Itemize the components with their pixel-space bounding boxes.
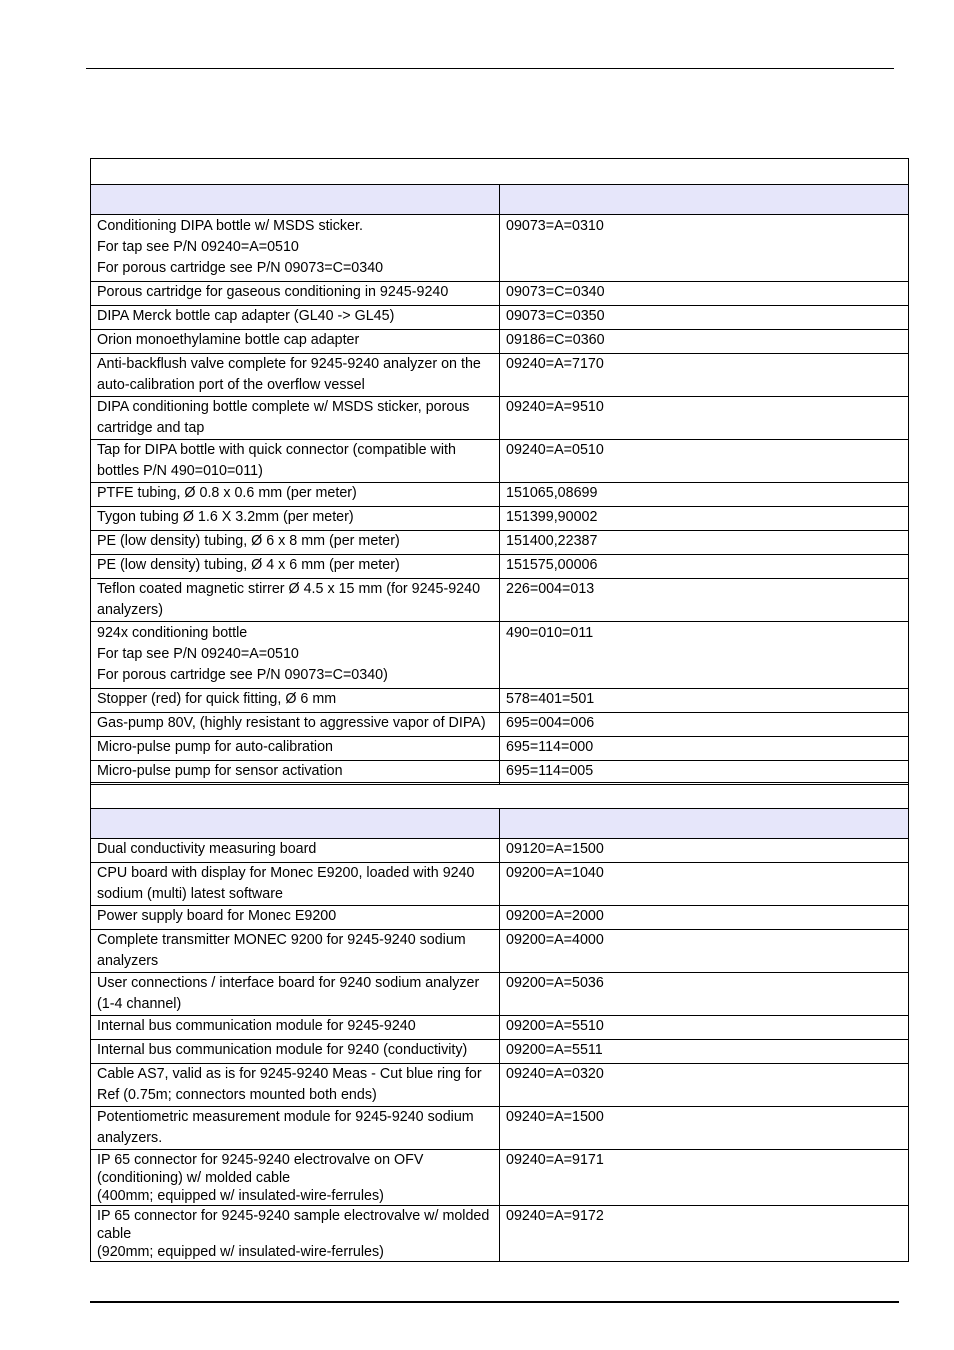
table-row xyxy=(91,215,909,282)
parts-table-1 xyxy=(90,158,909,785)
part-description xyxy=(91,930,500,973)
description-line: Anti-backflush valve complete for 9245-9240 analyzer on the auto-calibration port of the overflow vessel xyxy=(97,356,481,393)
table-row xyxy=(91,306,909,330)
column-header-part-number xyxy=(500,809,909,839)
part-description xyxy=(91,555,500,579)
part-number: 151399,90002 xyxy=(500,507,909,531)
part-description xyxy=(91,906,500,930)
table-row xyxy=(91,761,909,785)
part-number: 695=114=000 xyxy=(500,737,909,761)
part-number: 490=010=011 xyxy=(500,622,909,689)
table-row xyxy=(91,622,909,689)
column-header-part-number xyxy=(500,185,909,215)
part-description xyxy=(91,354,500,397)
description-line: For tap see P/N 09240=A=0510 xyxy=(97,646,299,662)
table-row xyxy=(91,579,909,622)
description-line: Tygon tubing Ø 1.6 X 3.2mm (per meter) xyxy=(97,509,354,525)
table-row xyxy=(91,282,909,306)
description-line: IP 65 connector for 9245-9240 electrovalve on OFV (conditioning) w/ molded cable xyxy=(97,1152,424,1186)
description-line: PE (low density) tubing, Ø 6 x 8 mm (per meter) xyxy=(97,533,400,549)
part-description xyxy=(91,973,500,1016)
part-number: 09240=A=1500 xyxy=(500,1107,909,1150)
table-row xyxy=(91,1064,909,1107)
part-description xyxy=(91,737,500,761)
part-number: 09240=A=0510 xyxy=(500,440,909,483)
table-row xyxy=(91,440,909,483)
table-row xyxy=(91,1150,909,1206)
part-description xyxy=(91,579,500,622)
description-line: Teflon coated magnetic stirrer Ø 4.5 x 15 mm (for 9245-9240 analyzers) xyxy=(97,581,481,618)
part-description xyxy=(91,1040,500,1064)
table-row xyxy=(91,906,909,930)
table-row xyxy=(91,354,909,397)
part-number: 09200=A=4000 xyxy=(500,930,909,973)
description-line: For tap see P/N 09240=A=0510 xyxy=(97,239,299,255)
description-line: (920mm; equipped w/ insulated-wire-ferrules) xyxy=(97,1244,384,1260)
table-row xyxy=(91,330,909,354)
description-line: For porous cartridge see P/N 09073=C=0340) xyxy=(97,667,388,683)
part-number: 09200=A=2000 xyxy=(500,906,909,930)
part-description xyxy=(91,1107,500,1150)
part-description xyxy=(91,1206,500,1262)
part-description xyxy=(91,761,500,785)
part-description xyxy=(91,689,500,713)
part-number: 695=114=005 xyxy=(500,761,909,785)
description-line: PTFE tubing, Ø 0.8 x 0.6 mm (per meter) xyxy=(97,485,357,501)
table-row xyxy=(91,507,909,531)
part-description xyxy=(91,483,500,507)
description-line: Orion monoethylamine bottle cap adapter xyxy=(97,332,360,348)
part-number: 09073=C=0340 xyxy=(500,282,909,306)
part-description xyxy=(91,531,500,555)
part-description xyxy=(91,282,500,306)
part-number: 09073=A=0310 xyxy=(500,215,909,282)
part-description xyxy=(91,1016,500,1040)
table-row xyxy=(91,531,909,555)
table-row xyxy=(91,689,909,713)
part-description xyxy=(91,1150,500,1206)
description-line: Micro-pulse pump for sensor activation xyxy=(97,763,343,779)
table-row xyxy=(91,1040,909,1064)
table-row xyxy=(91,483,909,507)
description-line: DIPA conditioning bottle complete w/ MSDS sticker, porous cartridge and tap xyxy=(97,399,470,436)
part-description xyxy=(91,397,500,440)
part-number: 09240=A=7170 xyxy=(500,354,909,397)
part-number: 09240=A=0320 xyxy=(500,1064,909,1107)
description-line: 924x conditioning bottle xyxy=(97,625,248,641)
part-number: 09200=A=5510 xyxy=(500,1016,909,1040)
description-line: CPU board with display for Monec E9200, loaded with 9240 sodium (multi) latest software xyxy=(97,865,475,902)
table-title xyxy=(91,783,909,809)
part-description xyxy=(91,330,500,354)
description-line: IP 65 connector for 9245-9240 sample electrovalve w/ molded cable xyxy=(97,1208,490,1242)
part-number: 226=004=013 xyxy=(500,579,909,622)
table-row xyxy=(91,737,909,761)
table-row xyxy=(91,930,909,973)
part-number: 695=004=006 xyxy=(500,713,909,737)
table-row xyxy=(91,1206,909,1262)
description-line: Power supply board for Monec E9200 xyxy=(97,908,337,924)
description-line: Porous cartridge for gaseous conditioning in 9245-9240 xyxy=(97,284,449,300)
table-row xyxy=(91,1107,909,1150)
part-number: 09200=A=5511 xyxy=(500,1040,909,1064)
part-number: 09240=A=9510 xyxy=(500,397,909,440)
part-number: 09120=A=1500 xyxy=(500,839,909,863)
part-number: 09073=C=0350 xyxy=(500,306,909,330)
table-row xyxy=(91,863,909,906)
parts-table-2 xyxy=(90,782,909,1262)
part-number: 151575,00006 xyxy=(500,555,909,579)
table-row xyxy=(91,1016,909,1040)
description-line: Cable AS7, valid as is for 9245-9240 Meas - Cut blue ring for Ref (0.75m; connectors mounted both ends) xyxy=(97,1066,482,1103)
part-number: 09186=C=0360 xyxy=(500,330,909,354)
part-number: 151400,22387 xyxy=(500,531,909,555)
part-number: 09200=A=5036 xyxy=(500,973,909,1016)
table-title xyxy=(91,159,909,185)
footer-rule xyxy=(90,1301,899,1303)
part-description xyxy=(91,622,500,689)
description-line: Tap for DIPA bottle with quick connector (compatible with bottles P/N 490=010=011) xyxy=(97,442,456,479)
column-header-description xyxy=(91,809,500,839)
description-line: Gas-pump 80V, (highly resistant to aggressive vapor of DIPA) xyxy=(97,715,486,731)
part-description xyxy=(91,306,500,330)
description-line: Micro-pulse pump for auto-calibration xyxy=(97,739,334,755)
part-description xyxy=(91,507,500,531)
header-rule xyxy=(86,68,894,69)
part-description xyxy=(91,1064,500,1107)
table-row xyxy=(91,397,909,440)
table-row xyxy=(91,555,909,579)
table-row xyxy=(91,713,909,737)
description-line: Conditioning DIPA bottle w/ MSDS sticker. xyxy=(97,218,363,234)
column-header-description xyxy=(91,185,500,215)
part-description xyxy=(91,215,500,282)
part-number: 151065,08699 xyxy=(500,483,909,507)
table-row xyxy=(91,839,909,863)
description-line: User connections / interface board for 9240 sodium analyzer (1-4 channel) xyxy=(97,975,480,1012)
part-description xyxy=(91,863,500,906)
description-line: (400mm; equipped w/ insulated-wire-ferrules) xyxy=(97,1188,384,1204)
table-row xyxy=(91,973,909,1016)
part-description xyxy=(91,839,500,863)
part-number: 578=401=501 xyxy=(500,689,909,713)
description-line: For porous cartridge see P/N 09073=C=0340 xyxy=(97,260,384,276)
part-number: 09200=A=1040 xyxy=(500,863,909,906)
description-line: Stopper (red) for quick fitting, Ø 6 mm xyxy=(97,691,337,707)
description-line: Potentiometric measurement module for 9245-9240 sodium analyzers. xyxy=(97,1109,474,1146)
part-number: 09240=A=9171 xyxy=(500,1150,909,1206)
description-line: Dual conductivity measuring board xyxy=(97,841,317,857)
description-line: Internal bus communication module for 9240 (conductivity) xyxy=(97,1042,468,1058)
part-number: 09240=A=9172 xyxy=(500,1206,909,1262)
part-description xyxy=(91,440,500,483)
part-description xyxy=(91,713,500,737)
description-line: Complete transmitter MONEC 9200 for 9245-9240 sodium analyzers xyxy=(97,932,466,969)
description-line: DIPA Merck bottle cap adapter (GL40 -> GL45) xyxy=(97,308,395,324)
description-line: PE (low density) tubing, Ø 4 x 6 mm (per meter) xyxy=(97,557,400,573)
description-line: Internal bus communication module for 9245-9240 xyxy=(97,1018,416,1034)
